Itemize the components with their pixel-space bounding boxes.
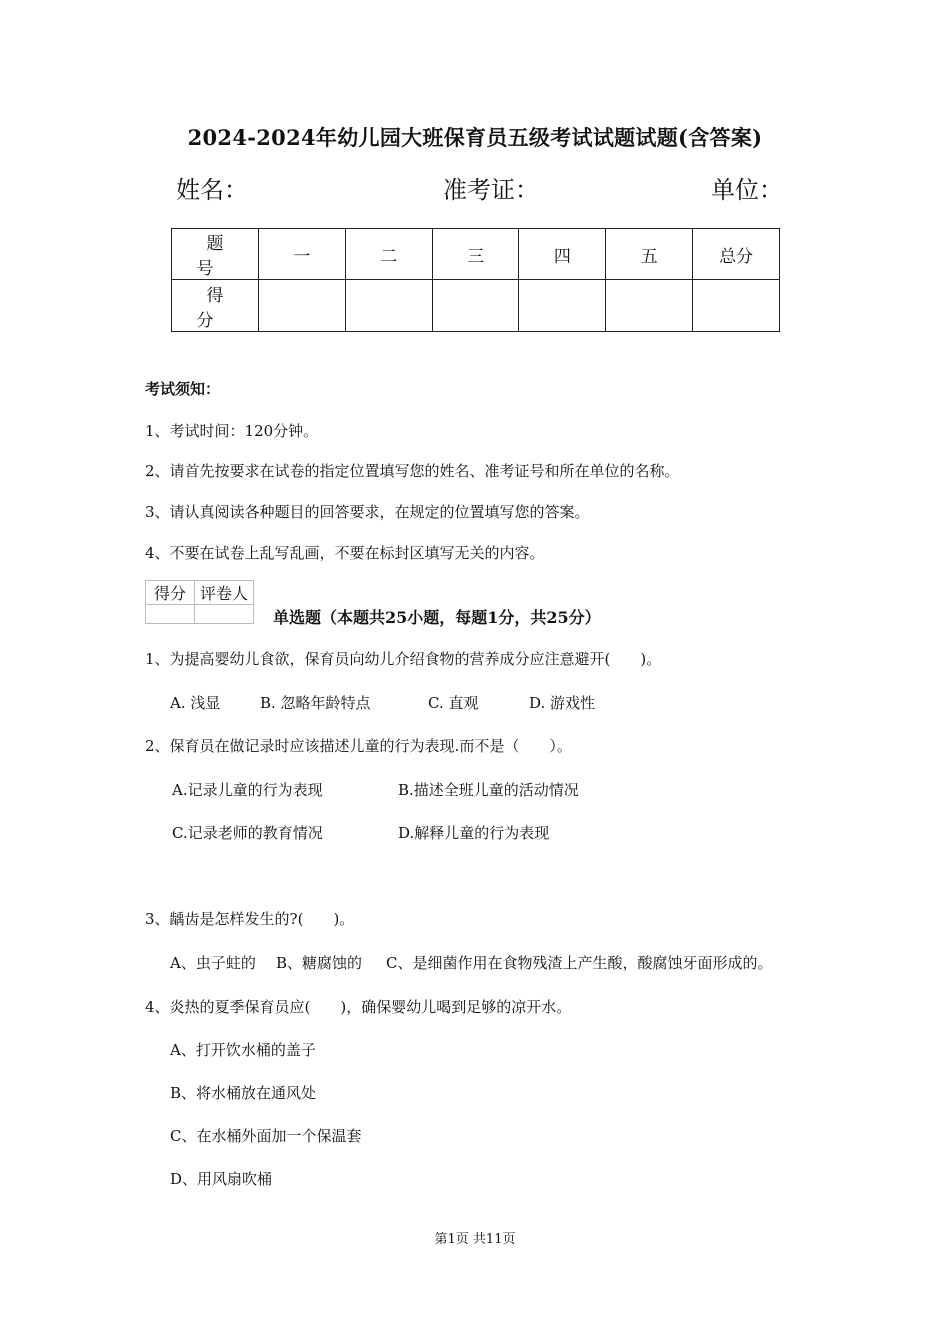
grader-name-cell[interactable] — [195, 605, 254, 624]
option: A. 浅显 — [170, 694, 221, 712]
section-1-header: 一 — [259, 229, 346, 280]
option: B.描述全班儿童的活动情况 — [398, 781, 579, 799]
score-table-header-row — [172, 229, 780, 280]
score-cell-5[interactable] — [606, 280, 693, 332]
option: A、打开饮水桶的盖子 — [170, 1041, 316, 1059]
total-header: 总分 — [693, 229, 780, 280]
score-table — [171, 228, 780, 332]
notice-item: 2、请首先按要求在试卷的指定位置填写您的姓名、准考证号和所在单位的名称。 — [145, 462, 680, 480]
option: C、在水桶外面加一个保温套 — [170, 1127, 362, 1145]
unit-label: 单位： — [711, 176, 783, 204]
name-label: 姓名： — [176, 176, 248, 204]
page-footer: 第1页 共11页 — [434, 1232, 516, 1247]
section-2-header: 二 — [345, 229, 432, 280]
section-5-header: 五 — [606, 229, 693, 280]
notice-item: 1、考试时间：120分钟。 — [145, 422, 319, 440]
exam-number-label: 准考证： — [443, 176, 539, 204]
grader-box — [145, 580, 254, 624]
page-title: 2024-2024年幼儿园大班保育员五级考试试题试题(含答案) — [187, 125, 763, 150]
section-4-header: 四 — [519, 229, 606, 280]
option: C、是细菌作用在食物残渣上产生酸，酸腐蚀牙面形成的。 — [386, 954, 773, 972]
option: B、糖腐蚀的 — [276, 954, 363, 972]
option: A、虫子蛀的 — [170, 954, 256, 972]
question-stem: 3、龋齿是怎样发生的?( )。 — [145, 910, 355, 928]
notice-title: 考试须知： — [145, 380, 221, 398]
option: D.解释儿童的行为表现 — [398, 824, 550, 842]
option: B. 忽略年龄特点 — [260, 694, 371, 712]
question-stem: 4、炎热的夏季保育员应( )，确保婴幼儿喝到足够的凉开水。 — [145, 998, 572, 1016]
option: A.记录儿童的行为表现 — [172, 781, 323, 799]
score-cell-4[interactable] — [519, 280, 606, 332]
score-cell-total[interactable] — [693, 280, 780, 332]
grader-name-label: 评卷人 — [195, 581, 254, 605]
question-stem: 2、保育员在做记录时应该描述儿童的行为表现.而不是（ ）。 — [145, 737, 572, 755]
option: D、用风扇吹桶 — [170, 1170, 273, 1188]
option: B、将水桶放在通风处 — [170, 1084, 317, 1102]
question-stem: 1、为提高婴幼儿食欲，保育员向幼儿介绍食物的营养成分应注意避开( )。 — [145, 650, 662, 668]
section-title: 单选题（本题共25小题，每题1分，共25分） — [273, 608, 601, 627]
option: C.记录老师的教育情况 — [172, 824, 323, 842]
option: D. 游戏性 — [529, 694, 596, 712]
notice-item: 4、不要在试卷上乱写乱画，不要在标封区填写无关的内容。 — [145, 544, 545, 562]
score-cell-2[interactable] — [345, 280, 432, 332]
score-row-label: 得 分 — [172, 280, 259, 332]
grader-score-cell[interactable] — [146, 605, 195, 624]
score-cell-3[interactable] — [432, 280, 519, 332]
grader-score-label: 得分 — [146, 581, 195, 605]
section-3-header: 三 — [432, 229, 519, 280]
notice-item: 3、请认真阅读各种题目的回答要求，在规定的位置填写您的答案。 — [145, 503, 590, 521]
option: C. 直观 — [428, 694, 479, 712]
score-table-score-row — [172, 280, 780, 332]
question-number-header: 题 号 — [172, 229, 259, 280]
